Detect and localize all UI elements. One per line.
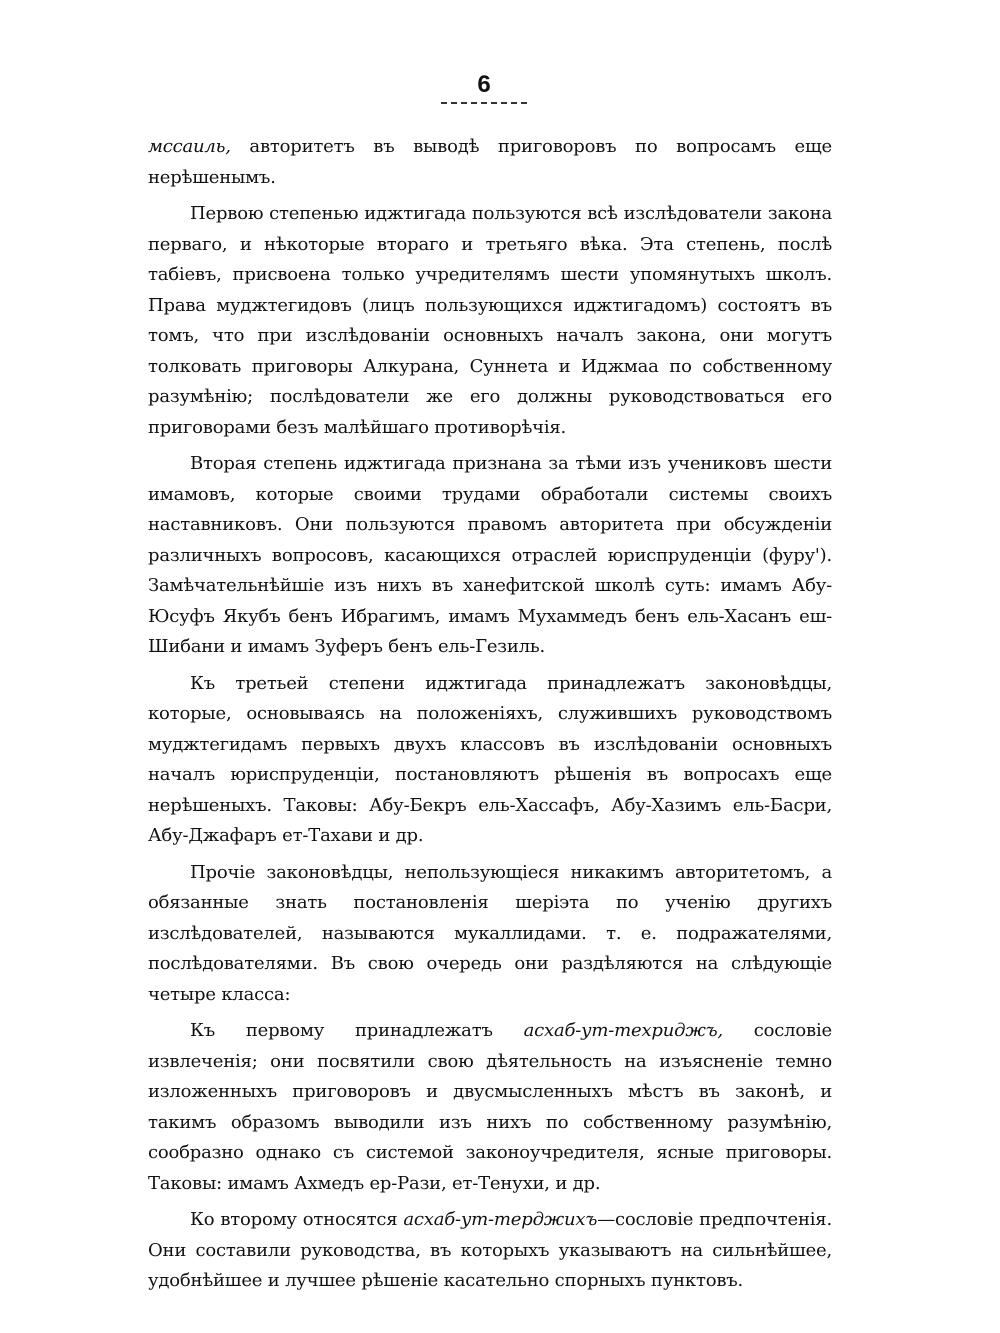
- paragraph: [148, 1205, 832, 1297]
- paragraph: [148, 132, 832, 193]
- italic-term: асхаб-ут-терджихъ: [403, 1209, 598, 1230]
- text-run: Къ третьей степени иджтигада принадлежатъ законовѣдцы, которые, основываясь на положеніяхъ, служившихъ руководствомъ муджтегидамъ первыхъ двухъ классовъ въ изслѣдованіи основныхъ началъ юриспруденціи, постановляютъ рѣшенія въ вопросахъ еще нерѣшеныхъ. Таковы: Абу-Бекръ ель-Хассафъ, Абу-Хазимъ ель-Басри, Абу-Джафаръ ет-Тахави и др.: [148, 672, 832, 846]
- paragraph: [148, 449, 832, 663]
- book-page: [148, 70, 832, 1303]
- text-run: Ко второму относятся: [190, 1209, 404, 1230]
- text-run: авторитетъ въ выводѣ приговоровъ по вопросамъ еще нерѣшенымъ.: [148, 136, 832, 188]
- text-run: Первою степенью иджтигада пользуются всѣ изслѣдователи закона перваго, и нѣкоторые втораго и третьяго вѣка. Эта степень, послѣ табіевъ, присвоена только учредителямъ шести упомянутыхъ школъ. Права муджтегидовъ (лицъ пользующихся иджтигадомъ) состоятъ въ томъ, что при изслѣдованіи основныхъ началъ закона, они могутъ толковать приговоры Алкурана, Суннета и Иджмаа по собственному разумѣнію; послѣдователи же его должны руководствоваться его приговорами безъ малѣйшаго противорѣчія.: [148, 203, 832, 438]
- text-run: —сословіе предпочтенія. Они составили руководства, въ которыхъ указываютъ на сильнѣйшее, удобнѣйшее и лучшее рѣшеніе касательно спорныхъ пунктовъ.: [148, 1209, 832, 1291]
- page-number: 6: [477, 71, 491, 98]
- italic-term: мссаиль,: [148, 136, 231, 157]
- text-run: Вторая степень иджтигада признана за тѣми изъ учениковъ шести имамовъ, которые своими трудами обработали системы своихъ наставниковъ. Они пользуются правомъ авторитета при обсужденіи различныхъ вопросовъ, касающихся отраслей юриспруденціи (фуру'). Замѣчательнѣйшіе изъ нихъ въ ханефитской школѣ суть: имамъ Абу-Юсуфъ Якубъ бенъ Ибрагимъ, имамъ Мухаммедъ бенъ ель-Хасанъ еш-Шибани и имамъ Зуферъ бенъ ель-Гезиль.: [148, 453, 832, 657]
- paragraph: [148, 199, 832, 443]
- paragraph: [148, 1016, 832, 1199]
- page-header: [142, 70, 826, 132]
- text-run: Къ первому принадлежатъ: [190, 1020, 524, 1041]
- text-run: сословіе извлеченія; они посвятили свою дѣятельность на изъясненіе темно изложенныхъ приговоровъ и двусмысленныхъ мѣстъ въ законѣ, и такимъ образомъ выводили изъ нихъ по собственному разумѣнію, сообразно однако съ системой законоучредителя, ясные приговоры. Таковы: имамъ Ахмедъ ер-Рази, ет-Тенухи, и др.: [148, 1020, 832, 1194]
- text-run: Прочіе законовѣдцы, непользующіеся никакимъ авторитетомъ, а обязанные знать постановленія шеріэта по ученію другихъ изслѣдователей, называются мукаллидами. т. е. подражателями, послѣдователями. Въ свою очередь они раздѣляются на слѣдующіе четыре класса:: [148, 861, 832, 1005]
- paragraph: [148, 669, 832, 852]
- paragraph: [148, 858, 832, 1011]
- header-rule: [441, 102, 527, 104]
- italic-term: асхаб-ут-техриджъ,: [523, 1020, 723, 1041]
